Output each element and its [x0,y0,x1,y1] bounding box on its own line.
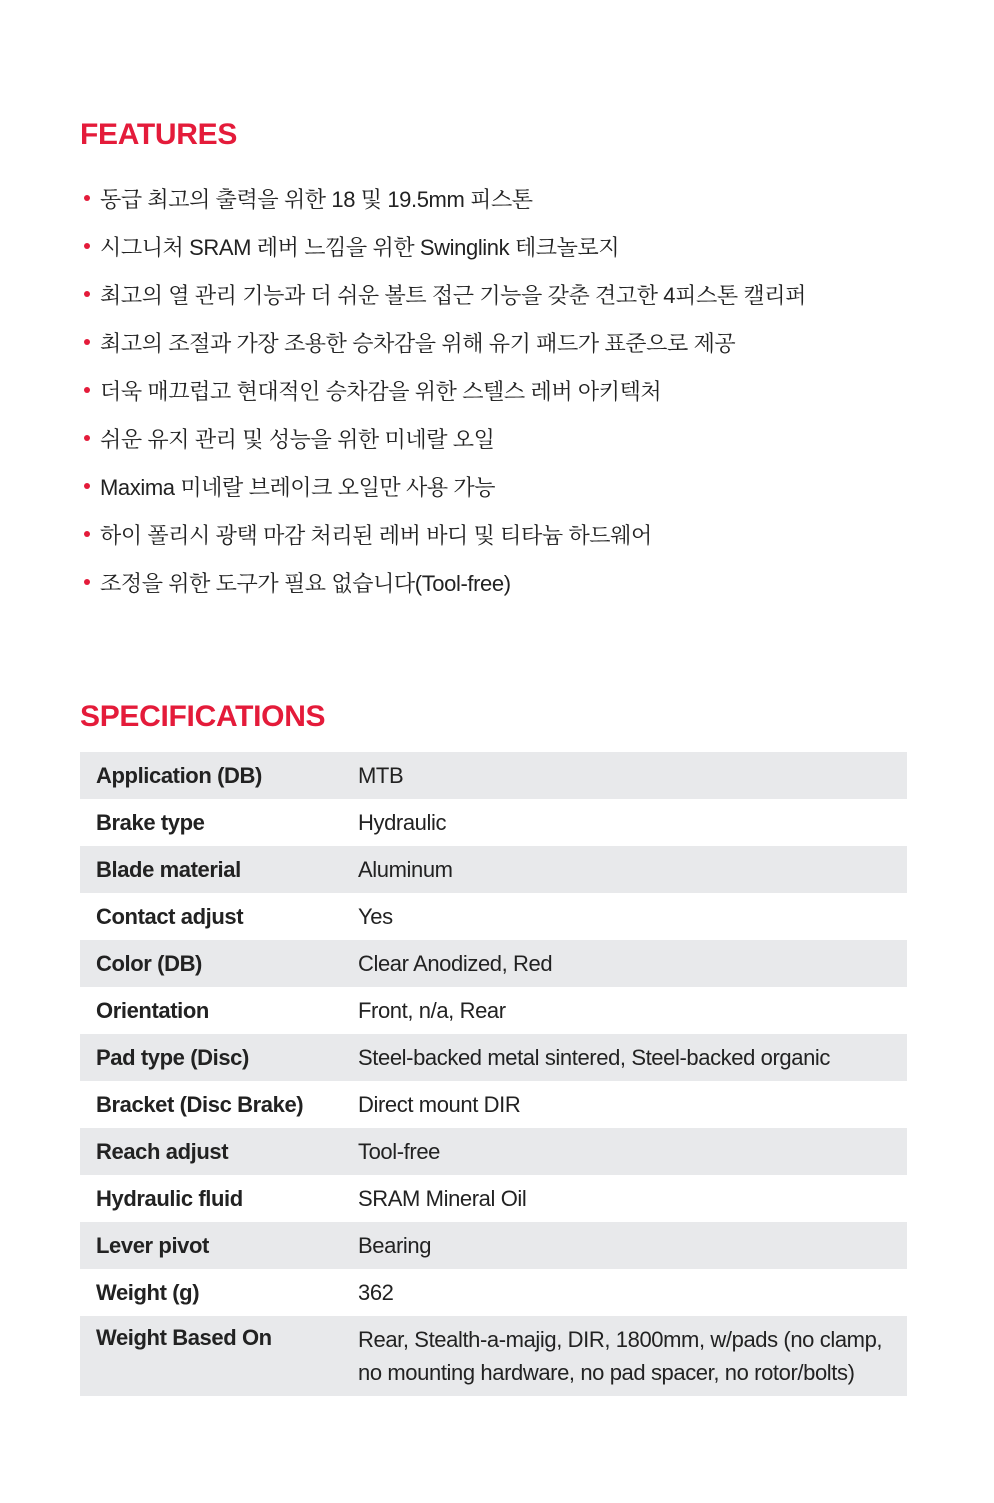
spec-value: Front, n/a, Rear [358,998,506,1023]
spec-label: Orientation [96,997,209,1023]
spec-row [80,893,907,940]
spec-value: Clear Anodized, Red [358,940,907,987]
spec-label: Color (DB) [80,940,358,987]
specifications-title: SPECIFICATIONS [80,700,326,733]
feature-item [84,366,806,414]
spec-value: Hydraulic [358,810,447,835]
feature-item [84,414,806,462]
spec-value: 362 [358,1280,394,1305]
bullet-dot-icon [84,579,90,585]
spec-row [80,1175,907,1222]
feature-text: 하이 폴리시 광택 마감 처리된 레버 바디 및 티타늄 하드웨어 [100,522,652,548]
spec-label: Weight (g) [96,1279,200,1305]
spec-row [80,752,907,799]
spec-value: Aluminum [358,846,907,893]
spec-row [80,1081,907,1128]
feature-item [84,174,806,222]
feature-item [84,510,806,558]
spec-value: MTB [358,752,907,799]
spec-row [80,940,907,987]
feature-text: 시그니처 SRAM 레버 느낌을 위한 Swinglink 테크놀로지 [100,234,620,260]
feature-text: 쉬운 유지 관리 및 성능을 위한 미네랄 오일 [100,426,495,452]
feature-text: 더욱 매끄럽고 현대적인 승차감을 위한 스텔스 레버 아키텍처 [100,378,662,404]
spec-label: Contact adjust [96,903,244,929]
spec-label: Reach adjust [80,1128,358,1175]
feature-item [84,462,806,510]
features-list [84,174,806,606]
bullet-dot-icon [84,483,90,489]
bullet-dot-icon [84,387,90,393]
spec-value: Tool-free [358,1128,907,1175]
feature-text: 최고의 열 관리 기능과 더 쉬운 볼트 접근 기능을 갖춘 견고한 4피스톤 캘리퍼 [100,282,806,308]
feature-text: 조정을 위한 도구가 필요 없습니다(Tool-free) [100,570,511,596]
spec-label: Pad type (Disc) [80,1034,358,1081]
spec-label: Bracket (Disc Brake) [96,1091,304,1117]
bullet-dot-icon [84,435,90,441]
spec-label: Lever pivot [80,1222,358,1269]
spec-value-line: no mounting hardware, no pad spacer, no rotor/bolts) [358,1360,855,1385]
spec-row [80,1034,907,1081]
feature-text: 동급 최고의 출력을 위한 18 및 19.5mm 피스톤 [100,186,533,212]
spec-row [80,987,907,1034]
features-title: FEATURES [80,118,238,151]
bullet-dot-icon [84,195,90,201]
spec-row [80,799,907,846]
spec-row [80,846,907,893]
specifications-table [80,752,907,1396]
spec-label: Blade material [80,846,358,893]
spec-label: Weight Based On [80,1316,358,1396]
feature-item [84,222,806,270]
feature-item [84,318,806,366]
bullet-dot-icon [84,291,90,297]
feature-item [84,558,806,606]
spec-value: Bearing [358,1222,907,1269]
spec-label: Hydraulic fluid [96,1185,243,1211]
spec-label: Brake type [96,809,205,835]
bullet-dot-icon [84,243,90,249]
spec-value: Yes [358,904,393,929]
spec-value [358,1316,907,1396]
bullet-dot-icon [84,531,90,537]
spec-row [80,1269,907,1316]
spec-value-line: Rear, Stealth-a-majig, DIR, 1800mm, w/pads (no clamp, [358,1327,883,1352]
spec-row [80,1128,907,1175]
spec-label: Application (DB) [80,752,358,799]
spec-value: SRAM Mineral Oil [358,1186,527,1211]
spec-value: Direct mount DIR [358,1092,521,1117]
spec-row [80,1222,907,1269]
feature-text: Maxima 미네랄 브레이크 오일만 사용 가능 [100,474,496,500]
feature-item [84,270,806,318]
spec-value: Steel-backed metal sintered, Steel-backed organic [358,1034,907,1081]
spec-row [80,1316,907,1396]
bullet-dot-icon [84,339,90,345]
feature-text: 최고의 조절과 가장 조용한 승차감을 위해 유기 패드가 표준으로 제공 [100,330,736,356]
